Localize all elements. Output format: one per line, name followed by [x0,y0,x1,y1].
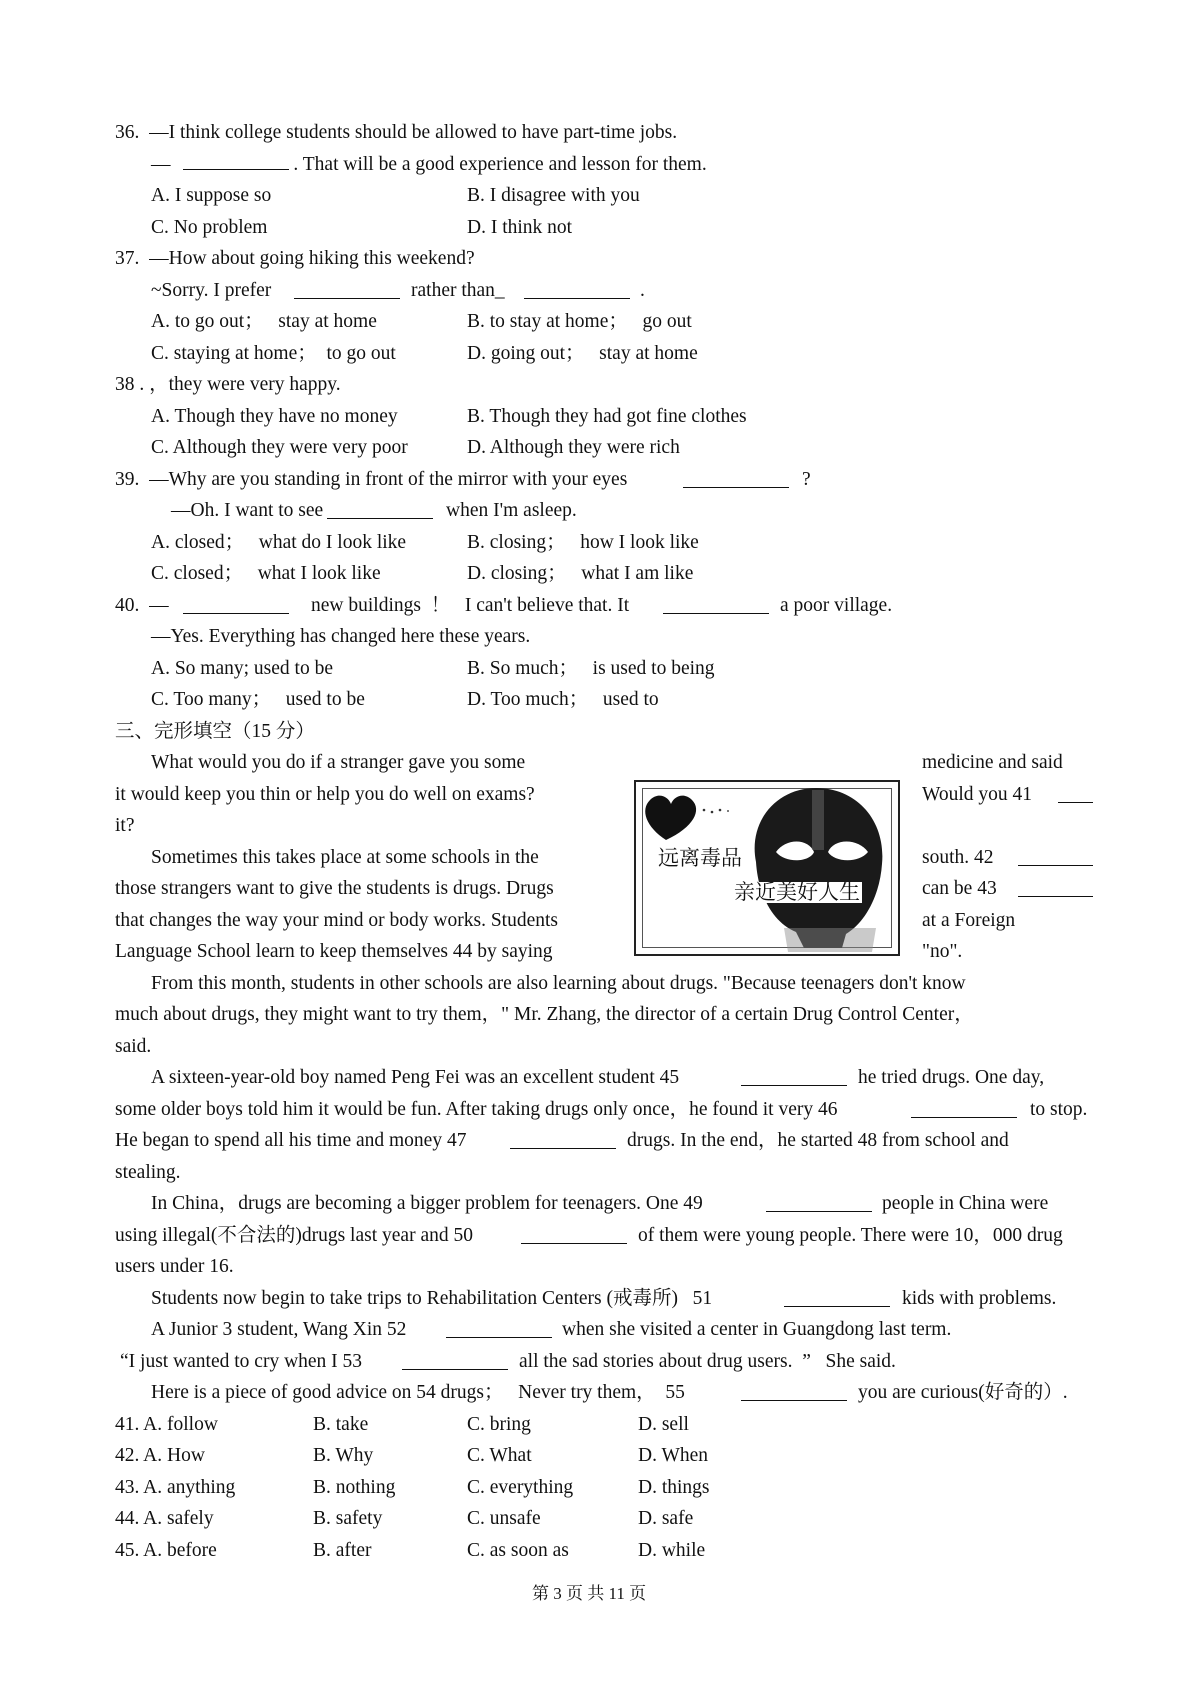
option-row-43-a: 43. A. anything [115,1477,236,1498]
q40-stem-2: new buildings ！ I can't believe that. It [311,595,630,616]
passage-p2-line3-right: at a Foreign [922,910,1016,931]
passage-p1-line2-left: it would keep you thin or help you do well on exams? [115,784,535,805]
blank-42[interactable] [1018,850,1093,866]
passage-p1-line3: it? [115,815,135,836]
passage-p5-line2-b: of them were young people. There were 10，000 drug [638,1225,1063,1246]
option-row-42-b: B. Why [313,1445,374,1466]
passage-p4-line1-a: A sixteen-year-old boy named Peng Fei was an excellent student 45 [151,1067,680,1088]
poster-slogan-1: 远离毒品 [658,846,742,870]
q37-stem: 37. —How about going hiking this weekend? [115,248,475,269]
q36-response [151,154,707,175]
q39-blank-1[interactable] [683,472,789,488]
q36-response-text: . That will be a good experience and lesson for them. [288,154,707,175]
q40-option-c: C. Too many； used to be [151,689,365,710]
passage-p3-line3: said. [115,1036,152,1057]
q38-stem: 38 . ，they were very happy. [115,374,341,395]
q39-stem-2: ? [802,469,811,490]
q39-response-2: when I'm asleep. [446,500,577,521]
option-row-43-b: B. nothing [313,1477,396,1498]
blank-41[interactable] [1058,787,1093,803]
passage-p2-line1-right: south. 42 [922,847,994,868]
passage-p8-a: “I just wanted to cry when I 53 [120,1351,363,1372]
option-row-41-a: 41. A. follow [115,1414,218,1435]
option-row-41-d: D. sell [638,1414,689,1435]
page-footer: 第 3 页 共 11 页 [532,1584,647,1603]
blank-46[interactable] [911,1102,1017,1118]
passage-p7-b: when she visited a center in Guangdong last term. [562,1319,952,1340]
q37-option-c: C. staying at home； to go out [151,343,396,364]
passage-p1-line1-left: What would you do if a stranger gave you some [151,752,526,773]
blank-49[interactable] [766,1196,872,1212]
q37-option-a: A. to go out； stay at home [151,311,377,332]
blank-50[interactable] [521,1228,627,1244]
passage-p6-a: Students now begin to take trips to Rehabilitation Centers (戒毒所) 51 [151,1288,713,1309]
q39-response-1: —Oh. I want to see [171,500,324,521]
q37-response-2: rather than_ [411,280,505,301]
q37-response-1: ~Sorry. I prefer [151,280,272,301]
q36-blank[interactable] [183,154,289,170]
q40-blank-1[interactable] [183,598,289,614]
q36-option-a: A. I suppose so [151,185,272,206]
q37-option-b: B. to stay at home； go out [467,311,692,332]
q38-option-d: D. Although they were rich [467,437,680,458]
option-row-42-c: C. What [467,1445,532,1466]
blank-47[interactable] [510,1133,616,1149]
passage-p5-line3: users under 16. [115,1256,234,1277]
passage-p1-line2-right: Would you 41 [922,784,1033,805]
q37-blank-2[interactable] [524,283,630,299]
passage-p5-line1-a: In China，drugs are becoming a bigger problem for teenagers. One 49 [151,1193,703,1214]
q36-option-d: D. I think not [467,217,573,238]
passage-p4-line1-b: he tried drugs. One day, [858,1067,1045,1088]
passage-p2-line4-right: "no". [922,941,963,962]
blank-55[interactable] [741,1385,847,1401]
q40-stem-1: 40. — [115,595,169,616]
q38-option-a: A. Though they have no money [151,406,398,427]
q37-response-3: . [640,280,645,301]
q36-option-b: B. I disagree with you [467,185,640,206]
passage-p5-line2-a: using illegal(不合法的)drugs last year and 50 [115,1225,473,1246]
passage-p2-line1-left: Sometimes this takes place at some schools in the [151,847,539,868]
q39-option-c: C. closed； what I look like [151,563,381,584]
option-row-42-a: 42. A. How [115,1445,205,1466]
q40-option-d: D. Too much； used to [467,689,659,710]
passage-p4-line4: stealing. [115,1162,181,1183]
q36-option-c: C. No problem [151,217,268,238]
q37-blank-1[interactable] [294,283,400,299]
passage-p8-b: all the sad stories about drug users. ” She said. [519,1351,896,1372]
blank-53[interactable] [402,1354,508,1370]
passage-p2-line2-right: can be 43 [922,878,997,899]
passage-p9-a: Here is a piece of good advice on 54 drugs； Never try them， 55 [151,1382,685,1403]
passage-p2-line2-left: those strangers want to give the students is drugs. Drugs [115,878,554,899]
q36-stem: 36. —I think college students should be allowed to have part-time jobs. [115,122,678,143]
option-row-44-c: C. unsafe [467,1508,541,1529]
anti-drug-poster-image [634,780,900,956]
option-row-42-d: D. When [638,1445,709,1466]
blank-45[interactable] [741,1070,847,1086]
q38-option-c: C. Although they were very poor [151,437,408,458]
option-row-44-b: B. safety [313,1508,383,1529]
q40-blank-2[interactable] [663,598,769,614]
option-row-45-a: 45. A. before [115,1540,217,1561]
passage-p2-line3-left: that changes the way your mind or body works. Students [115,910,559,931]
passage-p2-line4-left: Language School learn to keep themselves 44 by saying [115,941,553,962]
passage-p1-line1-right: medicine and said [922,752,1063,773]
q37-option-d: D. going out； stay at home [467,343,698,364]
q38-option-b: B. Though they had got fine clothes [467,406,747,427]
q39-blank-2[interactable] [327,503,433,519]
passage-p6-b: kids with problems. [902,1288,1057,1309]
option-row-45-c: C. as soon as [467,1540,569,1561]
q39-option-d: D. closing； what I am like [467,563,694,584]
passage-p4-line2-b: to stop. [1030,1099,1088,1120]
passage-p3-line1: From this month, students in other schools are also learning about drugs. "Because teenagers don't know [151,973,966,994]
option-row-43-d: D. things [638,1477,710,1498]
option-row-44-a: 44. A. safely [115,1508,214,1529]
q40-response: —Yes. Everything has changed here these years. [151,626,531,647]
heart-icon [645,796,696,840]
blank-52[interactable] [446,1322,552,1338]
q39-option-b: B. closing； how I look like [467,532,699,553]
passage-p4-line3-a: He began to spend all his time and money 47 [115,1130,467,1151]
q39-stem-1: 39. —Why are you standing in front of the mirror with your eyes [115,469,628,490]
option-row-41-c: C. bring [467,1414,531,1435]
passage-p4-line3-b: drugs. In the end，he started 48 from school and [627,1130,1009,1151]
option-row-43-c: C. everything [467,1477,574,1498]
passage-p4-line2-a: some older boys told him it would be fun. After taking drugs only once，he found it very 46 [115,1099,838,1120]
option-row-44-d: D. safe [638,1508,694,1529]
q40-stem-3: a poor village. [780,595,893,616]
option-row-41-b: B. take [313,1414,369,1435]
q40-option-b: B. So much； is used to being [467,658,715,679]
passage-p3-line2: much about drugs, they might want to try them，" Mr. Zhang, the director of a certain Drug Control Center， [115,1004,974,1025]
blank-51[interactable] [784,1291,890,1307]
q40-option-a: A. So many; used to be [151,658,333,679]
option-row-45-b: B. after [313,1540,372,1561]
option-row-45-d: D. while [638,1540,706,1561]
blank-43[interactable] [1018,881,1093,897]
poster-slogan-2: 亲近美好人生 [734,880,860,904]
q39-option-a: A. closed； what do I look like [151,532,407,553]
passage-p5-line1-b: people in China were [882,1193,1049,1214]
passage-p9-b: you are curious(好奇的）. [858,1382,1068,1403]
q36-dash: — [151,154,171,175]
passage-p7-a: A Junior 3 student, Wang Xin 52 [151,1319,407,1340]
section-title: 三、完形填空（15 分） [115,721,315,742]
